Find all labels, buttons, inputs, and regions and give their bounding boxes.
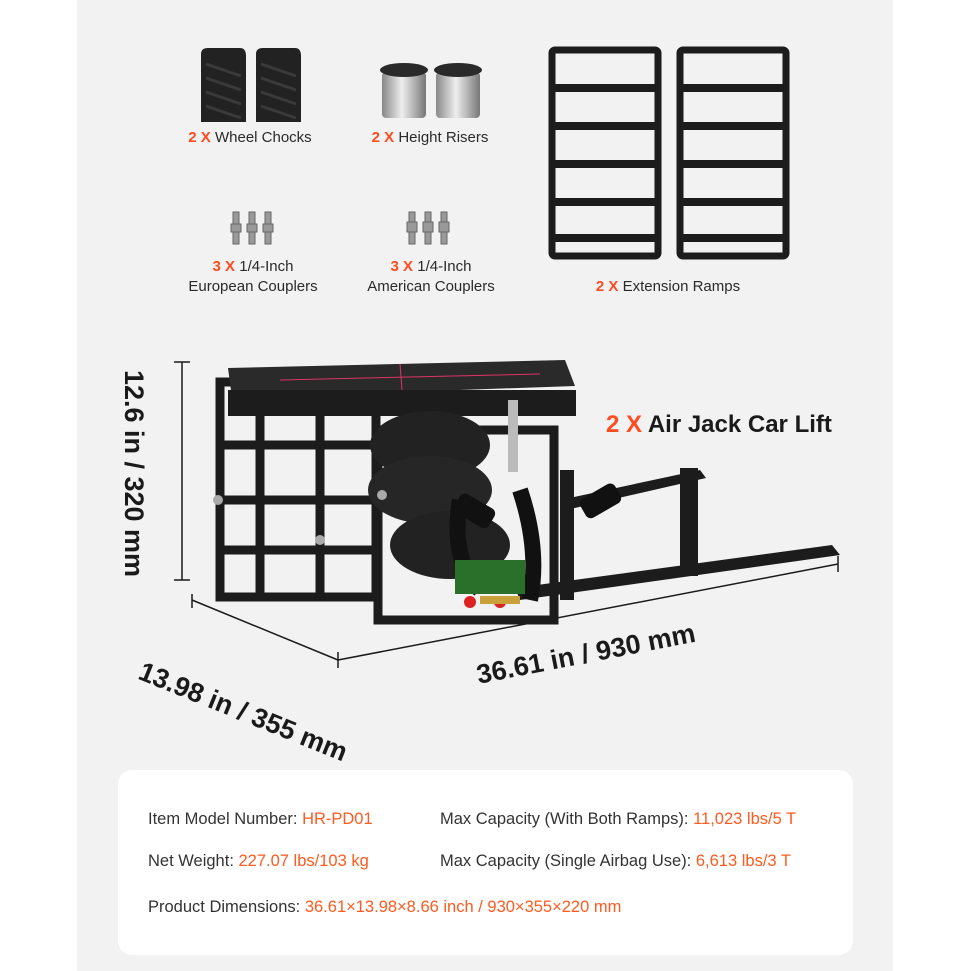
- accessory-label: Extension Ramps: [622, 278, 741, 295]
- height-dimension: 12.6 in / 320 mm: [119, 369, 150, 578]
- spec-capacity-single: [440, 852, 791, 871]
- spec-capacity-both: [440, 810, 796, 829]
- spec-dimensions: [148, 898, 621, 917]
- spec-label: Max Capacity (Single Airbag Use):: [440, 852, 692, 870]
- quantity: 3 X: [212, 258, 236, 275]
- spec-value: 6,613 lbs/3 T: [695, 852, 791, 870]
- spec-label: Item Model Number:: [148, 810, 298, 828]
- specs-card: [118, 770, 853, 955]
- accessory-label-line1: 1/4-Inch: [417, 258, 472, 275]
- quantity: 2 X: [595, 278, 619, 295]
- quantity: 2 X: [188, 129, 211, 146]
- accessory-wheel-chocks: [160, 128, 340, 148]
- quantity: 2 X: [606, 411, 643, 438]
- accessory-label-line2: European Couplers: [188, 278, 318, 295]
- spec-model: [148, 810, 373, 829]
- spec-weight: [148, 852, 369, 871]
- product-title: [606, 411, 832, 439]
- extension-ramp-icon: [546, 46, 792, 260]
- accessory-label: Height Risers: [398, 129, 489, 146]
- coupler-icon: [404, 210, 452, 246]
- coupler-icon: [228, 210, 276, 246]
- accessory-label: Wheel Chocks: [214, 129, 312, 146]
- depth-dimension: 13.98 in / 355 mm: [134, 656, 352, 768]
- spec-value: 11,023 lbs/5 T: [693, 810, 797, 828]
- accessory-label-line2: American Couplers: [367, 278, 495, 295]
- accessory-height-risers: [340, 128, 520, 148]
- spec-label: Product Dimensions:: [148, 898, 301, 916]
- accessory-american-couplers: [341, 257, 521, 297]
- accessory-european-couplers: [163, 257, 343, 297]
- spec-label: Net Weight:: [148, 852, 234, 870]
- spec-value: 36.61×13.98×8.66 inch / 930×355×220 mm: [304, 898, 622, 916]
- spec-value: HR-PD01: [302, 810, 373, 828]
- length-dimension: 36.61 in / 930 mm: [474, 617, 698, 690]
- quantity: 2 X: [371, 129, 395, 146]
- quantity: 3 X: [390, 258, 414, 275]
- wheel-chock-icon: [196, 44, 306, 126]
- height-riser-icon: [378, 60, 486, 122]
- accessory-extension-ramps: [578, 277, 758, 297]
- spec-value: 227.07 lbs/103 kg: [238, 852, 369, 870]
- spec-label: Max Capacity (With Both Ramps):: [440, 810, 689, 828]
- product-name: Air Jack Car Lift: [647, 411, 832, 438]
- accessory-label-line1: 1/4-Inch: [239, 258, 294, 275]
